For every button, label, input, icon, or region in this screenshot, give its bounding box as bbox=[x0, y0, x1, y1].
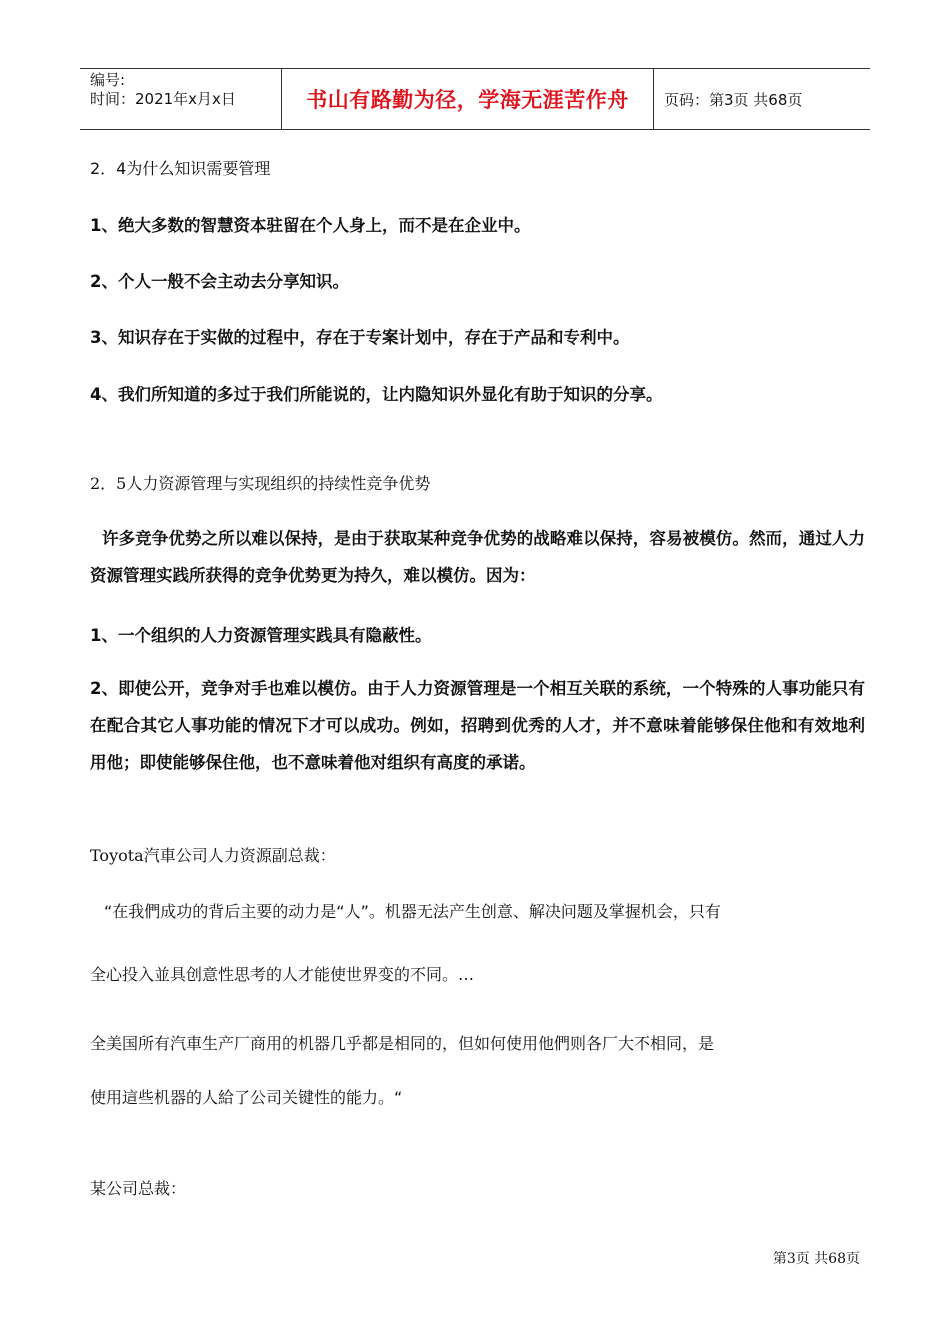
quote-line-2: 全心投入並具创意性思考的人才能使世界变的不同。… bbox=[90, 965, 475, 984]
section-2-4-title: 2．4为什么知识需要管理 bbox=[90, 159, 271, 178]
quote-line-1: “在我們成功的背后主要的动力是“人”。机器无法产生创意、解决问题及掌握机会，只有 bbox=[104, 902, 721, 921]
quote-speaker: Toyota汽車公司人力资源副总裁： bbox=[90, 846, 336, 865]
page-footer: 第3页 共68页 bbox=[772, 1251, 860, 1267]
header-number-label: 编号: bbox=[90, 71, 126, 89]
quote-line-4: 使用這些机器的人給了公司关键性的能力。“ bbox=[90, 1088, 403, 1107]
next-speaker: 某公司总裁： bbox=[90, 1179, 187, 1198]
header-page-info: 页码：第3页 共68页 bbox=[664, 90, 803, 109]
section-2-4-item-4: 4、我们所知道的多过于我们所能说的，让内隐知识外显化有助于知识的分享。 bbox=[90, 385, 663, 404]
page-header bbox=[80, 68, 870, 130]
header-motto: 书山有路勤为径，学海无涯苦作舟 bbox=[282, 69, 654, 129]
section-2-4-item-2: 2、个人一般不会主动去分享知识。 bbox=[90, 272, 349, 291]
section-2-4-item-1: 1、绝大多数的智慧资本驻留在个人身上，而不是在企业中。 bbox=[90, 216, 531, 235]
section-2-5-title: 2．5人力资源管理与实现组织的持续性竞争优势 bbox=[90, 474, 431, 493]
section-2-5-item-1: 1、一个组织的人力资源管理实践具有隐蔽性。 bbox=[90, 626, 432, 645]
header-time-label: 时间：2021年x月x日 bbox=[90, 90, 236, 108]
section-2-5-item-2: 2、即使公开，竞争对手也难以模仿。由于人力资源管理是一个相互关联的系统，一个特殊的人事功能只有在配合其它人事功能的情况下才可以成功。例如，招聘到优秀的人才，并不意味着能够保住他和有效地利用他；即使能够保住他，也不意味着他对组织有高度的承诺。 bbox=[90, 679, 865, 772]
quote-line-3: 全美国所有汽車生产厂商用的机器几乎都是相同的，但如何使用他們则各厂大不相同，是 bbox=[90, 1034, 715, 1053]
section-2-4-item-3: 3、知识存在于实做的过程中，存在于专案计划中，存在于产品和专利中。 bbox=[90, 328, 630, 347]
section-2-5-intro: 许多竞争优势之所以难以保持，是由于获取某种竞争优势的战略难以保持，容易被模仿。然而，通过人力资源管理实践所获得的竞争优势更为持久，难以模仿。因为： bbox=[90, 529, 865, 585]
header-meta bbox=[80, 69, 282, 129]
